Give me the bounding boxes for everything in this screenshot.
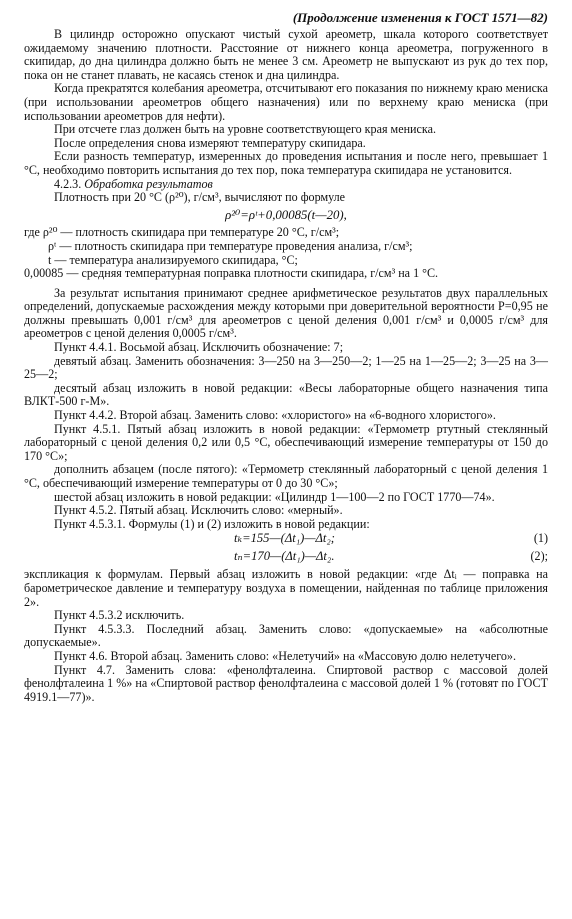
paragraph: шестой абзац изложить в новой редакции: «Цилиндр 1—100—2 по ГОСТ 1770—74». (54, 489, 495, 504)
paragraph: Пункт 4.5.3.2 исключить. (54, 608, 185, 623)
formula-explanation: где ρ²⁰ — плотность скипидара при температуре 20 °С, г/см³; (24, 225, 340, 240)
paragraph: Пункт 4.5.2. Пятый абзац. Исключить слово: «мерный». (54, 503, 343, 518)
paragraph: Пункт 4.5.3.1. Формулы (1) и (2) изложить в новой редакции: (54, 516, 370, 531)
paragraph: За результат испытания принимают среднее арифметическое результатов двух параллельных определений, допускаемые расхождения между которыми при доверительной вероятности P=0,95 не должны превышать 0,001 г/см³ для ареометров с ценой деления 0,001 г/см³ и 0,0005 г/см³ для ареометров с ценой деления 0,0005 г/см³. (24, 285, 548, 341)
paragraph: Пункт 4.4.1. Восьмой абзац. Исключить обозначение: 7; (54, 340, 344, 355)
paragraph: В цилиндр осторожно опускают чистый сухой ареометр, шкала которого соответствует ожидаемому значению плотности. Расстояние от нижнего конца ареометра, погруженного в скипидар, до дна цилиндра должно быть не менее 3 см. Ареометр не выпускают из рук до тех пор, пока он не станет плавать, не касаясь стенок и дна цилиндра. (24, 27, 548, 82)
equation-row (24, 550, 548, 567)
formula-explanation: ρᵗ — плотность скипидара при температуре проведения анализа, г/см³; (48, 238, 413, 253)
equation: tₙ=170—(Δt₁)—Δt₂. (234, 549, 335, 564)
continuation-header: (Продолжение изменения к ГОСТ 1571—82) (292, 10, 548, 25)
paragraph: дополнить абзацем (после пятого): «Термометр стеклянный лабораторный с ценой деления 1 °С, обеспечивающий измерение температуры от 0 до 30 °С»; (24, 462, 548, 490)
paragraph: Плотность при 20 °С (ρ²⁰), г/см³, вычисляют по формуле (54, 190, 346, 205)
equation-row (24, 532, 548, 549)
density-formula: ρ²⁰=ρᵗ+0,00085(t—20), (225, 207, 347, 222)
paragraph: Пункт 4.5.1. Пятый абзац изложить в новой редакции: «Термометр ртутный стеклянный лабораторный с ценой деления 0,2 или 0,5 °С, обеспечивающий измерение температуры от 150 до 170 °С»; (24, 421, 548, 463)
formula-explanation: 0,00085 — средняя температурная поправка плотности скипидара, г/см³ на 1 °С. (24, 266, 439, 281)
formula-explanation: t — температура анализируемого скипидара, °С; (48, 252, 298, 267)
paragraph: десятый абзац изложить в новой редакции: «Весы лабораторные общего назначения типа ВЛКТ-500 г-М». (24, 380, 548, 409)
section-number: 4.2.3. (54, 176, 82, 191)
paragraph: Пункт 4.5.3.3. Последний абзац. Заменить слово: «допускаемые» на «абсолютные допускаемые». (24, 621, 548, 650)
section-heading (24, 178, 548, 192)
paragraph: Когда прекратятся колебания ареометра, отсчитывают его показания по нижнему краю мениска (при использовании ареометров общего назначения) или по верхнему краю мениска (при использовании ареометров для нефти). (24, 81, 548, 123)
paragraph: Пункт 4.6. Второй абзац. Заменить слово: «Нелетучий» на «Массовую долю нелетучего». (54, 648, 516, 663)
paragraph: Пункт 4.4.2. Второй абзац. Заменить слово: «хлористого» на «6-водного хлористого». (54, 408, 496, 423)
equation-number: (2); (530, 549, 548, 564)
paragraph: экспликация к формулам. Первый абзац изложить в новой редакции: «где Δtᵢ — поправка на барометрическое давление и температуру воздуха в помещении, найденная по таблице приложения 2». (24, 567, 548, 609)
paragraph: Пункт 4.7. Заменить слова: «фенолфталеина. Спиртовой раствор с массовой долей фенолфталеина 1 %» на «Спиртовой раствор фенолфталеина с массовой долей 1 % (готовят по ГОСТ 4919.1—77)». (24, 662, 548, 704)
paragraph: Если разность температур, измеренных до проведения испытания и после него, превышает 1 °С, необходимо повторить испытания до тех пор, пока температура скипидара не установится. (24, 149, 548, 177)
paragraph: После определения снова измеряют температуру скипидара. (54, 135, 366, 150)
paragraph: девятый абзац. Заменить обозначения: 3—250 на 3—250—2; 1—25 на 1—25—2; 3—25 на 3—25—2; (24, 353, 548, 382)
equation: tₖ=155—(Δt₁)—Δt₂; (234, 531, 335, 546)
section-title: Обработка результатов (84, 176, 213, 191)
equation-number: (1) (533, 531, 548, 546)
paragraph: При отсчете глаз должен быть на уровне соответствующего края мениска. (54, 122, 436, 137)
